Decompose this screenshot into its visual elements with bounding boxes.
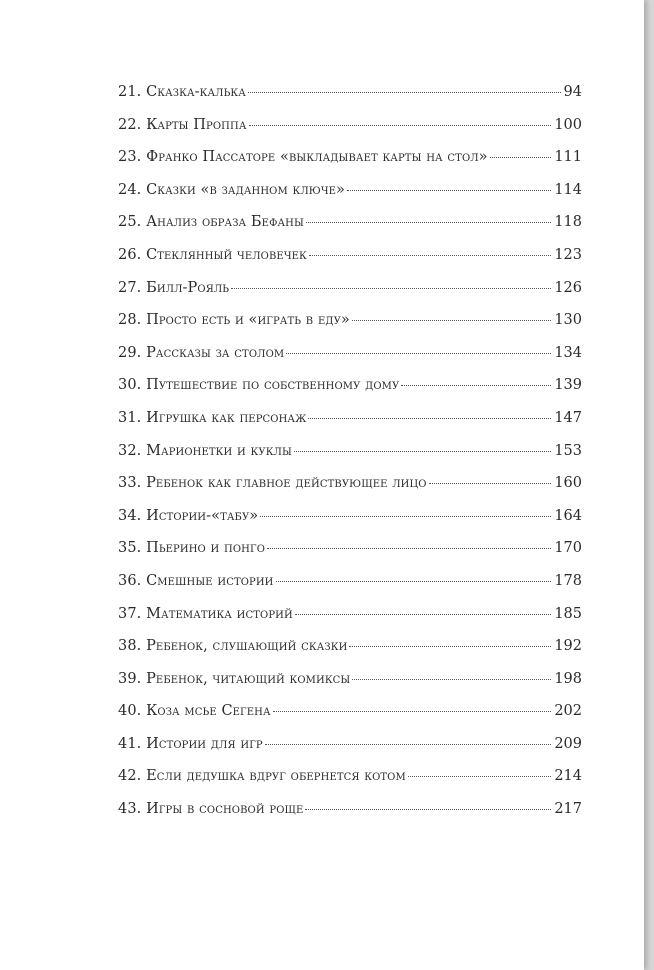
- toc-entry-title: 36. Смешные истории: [118, 572, 274, 589]
- toc-entry-title: 41. Истории для игр: [118, 735, 263, 752]
- toc-entry-page: 202: [554, 703, 582, 720]
- toc-leader-dots: [294, 451, 551, 452]
- toc-leader-dots: [347, 190, 551, 191]
- toc-entry: [118, 247, 582, 280]
- toc-leader-dots: [308, 418, 551, 419]
- toc-entry-page: 192: [554, 638, 582, 655]
- toc-entry: [118, 149, 582, 182]
- toc-entry-page: 170: [554, 540, 582, 557]
- toc-entry-page: 139: [554, 377, 582, 394]
- toc-leader-dots: [286, 353, 551, 354]
- toc-entry: [118, 768, 582, 801]
- toc-entry: [118, 508, 582, 541]
- toc-entry-page: 94: [563, 84, 582, 100]
- toc-leader-dots: [249, 125, 552, 126]
- toc-entry-page: 160: [554, 475, 582, 492]
- toc-entry-page: 123: [554, 246, 582, 263]
- toc-leader-dots: [231, 288, 551, 289]
- toc-entry-page: 147: [554, 409, 582, 426]
- toc-entry-title: 38. Ребенок, слушающий сказки: [118, 638, 348, 655]
- toc-leader-dots: [248, 92, 561, 93]
- toc-leader-dots: [309, 255, 551, 256]
- toc-leader-dots: [273, 711, 552, 712]
- toc-entry-title: 42. Если дедушка вдруг обернется котом: [118, 768, 406, 785]
- toc-entry-title: 26. Стеклянный человечек: [118, 246, 307, 263]
- toc-entry-page: 130: [554, 312, 582, 329]
- toc-entry-page: 209: [554, 735, 582, 752]
- toc-entry-page: 111: [554, 149, 582, 166]
- toc-entry-title: 22. Карты Проппа: [118, 116, 247, 133]
- toc-entry: [118, 573, 582, 606]
- toc-entry-title: 21. Сказка-калька: [118, 84, 246, 100]
- toc-entry-page: 114: [554, 181, 582, 198]
- toc-entry: [118, 117, 582, 150]
- toc-entry-title: 37. Математика историй: [118, 605, 293, 622]
- toc-entry-title: 34. Истории-«табу»: [118, 507, 259, 524]
- toc-entry: [118, 182, 582, 215]
- toc-leader-dots: [306, 222, 551, 223]
- toc-entry: [118, 410, 582, 443]
- toc-entry: [118, 345, 582, 378]
- toc-entry-title: 39. Ребенок, читающий комиксы: [118, 670, 351, 687]
- toc-entry: [118, 280, 582, 313]
- toc-entry-title: 30. Путешествие по собственному дому: [118, 377, 400, 394]
- toc-leader-dots: [260, 516, 551, 517]
- toc-entry-page: 217: [554, 801, 582, 818]
- toc-entry: [118, 671, 582, 704]
- toc-entry-title: 24. Сказки «в заданном ключе»: [118, 181, 346, 198]
- toc-entry-title: 43. Игры в сосновой роще: [118, 801, 304, 818]
- toc-leader-dots: [490, 157, 552, 158]
- toc-leader-dots: [401, 385, 551, 386]
- toc-entry: [118, 312, 582, 345]
- toc-entry-title: 27. Билл-Рояль: [118, 279, 230, 296]
- toc-entry-page: 214: [554, 768, 582, 785]
- toc-entry-page: 185: [554, 605, 582, 622]
- toc-entry: [118, 84, 582, 117]
- toc-entry-page: 198: [554, 670, 582, 687]
- toc-entry: [118, 214, 582, 247]
- toc-entry: [118, 540, 582, 573]
- toc-leader-dots: [349, 646, 551, 647]
- toc-entry-title: 40. Коза мсье Сегена: [118, 703, 271, 720]
- toc-entry-title: 23. Франко Пассаторе «выкладывает карты на стол»: [118, 149, 488, 166]
- toc-leader-dots: [267, 548, 551, 549]
- toc-leader-dots: [352, 320, 551, 321]
- toc-entry-title: 32. Марионетки и куклы: [118, 442, 292, 459]
- toc-leader-dots: [429, 483, 552, 484]
- toc-entry-title: 31. Игрушка как персонаж: [118, 409, 307, 426]
- toc-leader-dots: [276, 581, 552, 582]
- toc-entry: [118, 443, 582, 476]
- toc-leader-dots: [265, 744, 552, 745]
- toc-leader-dots: [352, 679, 551, 680]
- toc-entry-title: 35. Пьерино и понго: [118, 540, 266, 557]
- toc-entry-title: 29. Рассказы за столом: [118, 344, 285, 361]
- toc-entry: [118, 736, 582, 769]
- toc-leader-dots: [305, 809, 551, 810]
- toc-entry: [118, 475, 582, 508]
- toc-entry: [118, 801, 582, 834]
- table-of-contents: [118, 84, 582, 834]
- toc-entry-title: 25. Анализ образа Бефаны: [118, 214, 304, 231]
- toc-entry-page: 100: [554, 116, 582, 133]
- toc-entry: [118, 606, 582, 639]
- toc-entry-page: 164: [554, 507, 582, 524]
- toc-entry-page: 178: [554, 572, 582, 589]
- toc-entry: [118, 377, 582, 410]
- toc-entry: [118, 703, 582, 736]
- toc-entry-page: 126: [554, 279, 582, 296]
- toc-entry-page: 153: [554, 442, 582, 459]
- toc-entry-page: 134: [554, 344, 582, 361]
- toc-leader-dots: [408, 776, 552, 777]
- toc-entry-title: 28. Просто есть и «играть в еду»: [118, 312, 350, 329]
- toc-entry: [118, 638, 582, 671]
- toc-entry-page: 118: [554, 214, 582, 231]
- toc-entry-title: 33. Ребенок как главное действующее лицо: [118, 475, 427, 492]
- toc-leader-dots: [295, 614, 552, 615]
